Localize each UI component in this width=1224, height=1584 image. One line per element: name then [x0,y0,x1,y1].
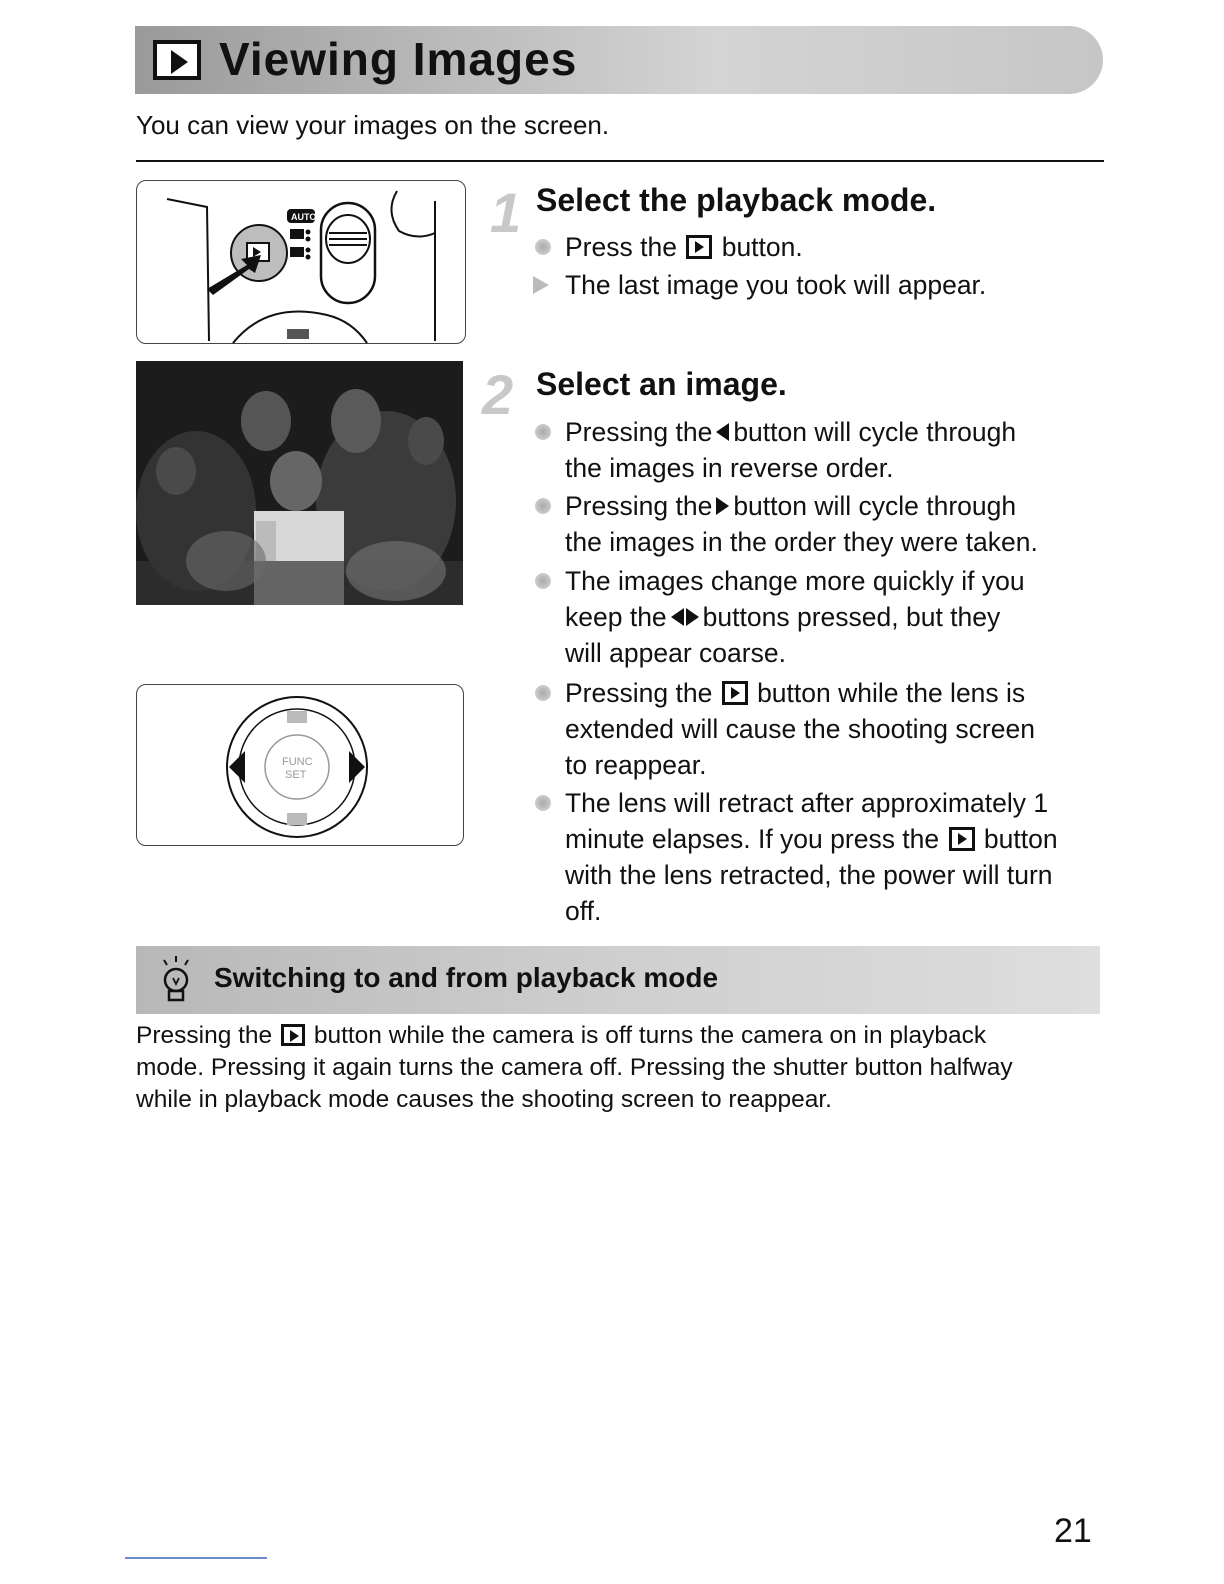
camera-playback-button-illustration [136,180,466,344]
step-2-bullet-1: Pressing the button will cycle through the images in reverse order. [565,414,1105,486]
left-arrow-icon [716,423,729,441]
divider [136,160,1104,162]
result-arrow-icon [533,276,549,294]
step-2-bullet-3: The images change more quickly if you keep the buttons pressed, but they will appear coarse. [565,563,1105,671]
step-1-bullet-1: Press the button. [565,229,1105,265]
bullet-dot-icon [535,685,551,701]
section-title-banner [135,26,1103,94]
bullet-dot-icon [535,239,551,255]
tip-title: Switching to and from playback mode [214,962,719,993]
tip-banner [136,946,1100,1014]
playback-button-icon [281,1024,305,1046]
playback-button-icon [722,681,748,705]
page-title: Viewing Images [219,33,578,85]
playback-button-icon [686,235,712,259]
page-number: 21 [1054,1512,1092,1550]
auto-mode-label: AUTO [291,212,317,222]
step-1-title: Select the playback mode. [536,182,937,218]
bullet-dot-icon [535,498,551,514]
tip-text: Pressing the button while the camera is off turns the camera on in playback mode. Pressing it again turns the camera off. Pressing the shutter button halfway while in playback mode causes the shooting screen to reappear. [136,1022,1013,1113]
footer-line [125,1557,267,1559]
step-1-bullet-2: The last image you took will appear. [565,267,1105,303]
bullet-dot-icon [535,573,551,589]
control-dial-illustration [136,684,464,846]
step-1-number: 1 [490,181,522,244]
step-2-bullet-4: Pressing the button while the lens is extended will cause the shooting screen to reappear. [565,675,1105,783]
bullet-dot-icon [535,795,551,811]
playback-button-icon [949,827,975,851]
set-label: SET [285,769,307,781]
right-arrow-icon [716,497,729,515]
lightbulb-icon [156,954,196,1004]
right-arrow-icon [686,608,699,626]
step-2-bullet-5: The lens will retract after approximately 1 minute elapses. If you press the button with the lens retracted, the power will turn off. [565,785,1105,929]
bullet-dot-icon [535,424,551,440]
sample-photo [136,361,463,605]
left-arrow-icon [671,608,684,626]
step-2-bullet-2: Pressing the button will cycle through the images in the order they were taken. [565,488,1105,560]
func-label: FUNC [282,756,313,768]
playback-icon [153,40,201,80]
step-2-title: Select an image. [536,366,787,402]
intro-text: You can view your images on the screen. [136,110,610,140]
step-2-number: 2 [482,363,514,426]
